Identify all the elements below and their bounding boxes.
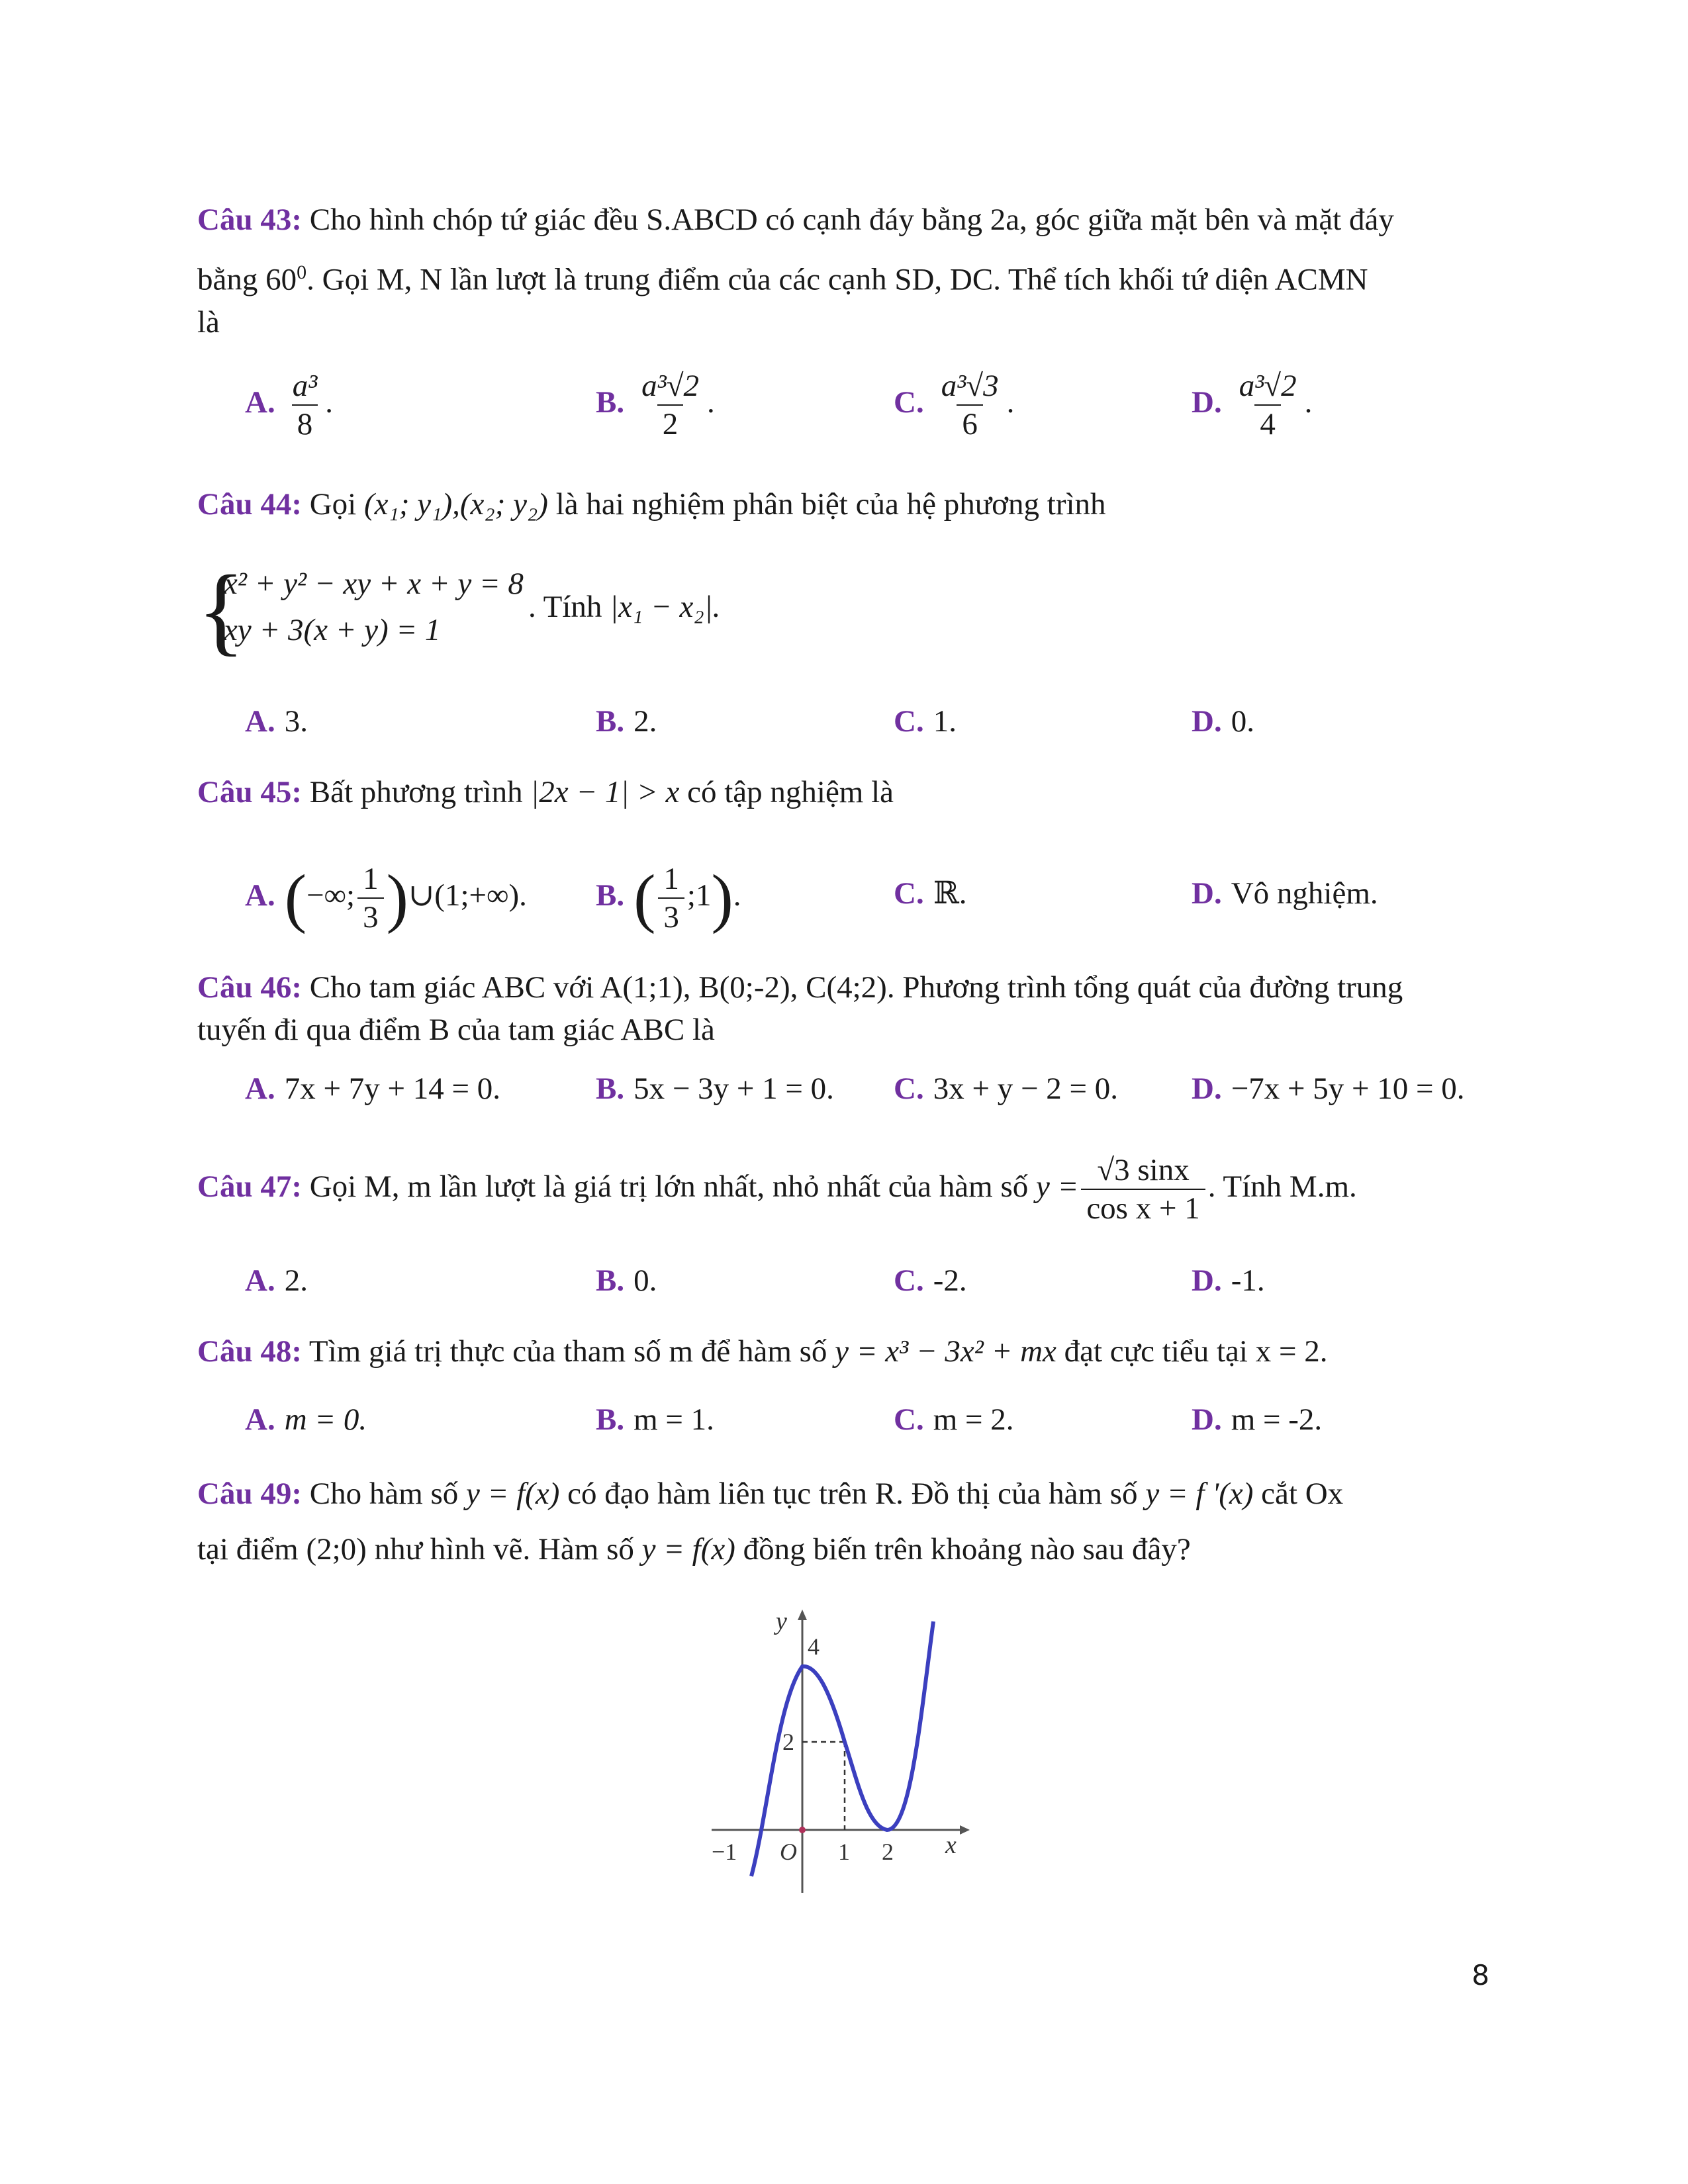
- q46-option-d[interactable]: [1192, 1069, 1464, 1109]
- option-letter: D.: [1192, 385, 1222, 420]
- tick-label-1: 1: [838, 1839, 850, 1865]
- option-letter: C.: [894, 1263, 924, 1298]
- x-axis-label: x: [945, 1831, 957, 1859]
- q48-func: y = x³ − 3x² + mx: [835, 1334, 1056, 1369]
- option-text: −7x + 5y + 10 = 0.: [1231, 1071, 1465, 1106]
- q46-text: Cho tam giác ABC với A(1;1), B(0;-2), C(4;2). Phương trình tổng quát của đường trung: [309, 970, 1403, 1005]
- frac-num: √3 sinx: [1097, 1153, 1190, 1187]
- q49-text-d: tại điểm (2;0) như hình vẽ. Hàm số: [197, 1532, 634, 1567]
- q43-option-b[interactable]: B. $\frac{\text{a³√2}}{2}$ .: [596, 369, 715, 441]
- q45-text-b: có tập nghiệm là: [687, 775, 894, 809]
- q48-text-b: đạt cực tiểu tại x = 2.: [1064, 1334, 1328, 1369]
- frac-den: 2: [657, 404, 684, 443]
- q43-text2b: . Gọi M, N lần lượt là trung điểm của các cạnh SD, DC. Thể tích khối tứ diện ACMN: [306, 262, 1368, 297]
- q49-f3: y = f(x): [641, 1532, 735, 1567]
- q44-tinh-text: . Tính: [528, 590, 602, 624]
- option-text: -2.: [933, 1263, 967, 1298]
- option-text: 0.: [1231, 704, 1254, 739]
- q49-text-c: cắt Ox: [1261, 1477, 1344, 1511]
- fraction: [357, 860, 384, 936]
- frac-num: a³: [292, 369, 318, 403]
- y-axis-arrow: [798, 1610, 807, 1620]
- q46-option-c[interactable]: [894, 1069, 1118, 1109]
- option-letter: C.: [894, 876, 924, 911]
- frac-num: a³√3: [941, 369, 999, 403]
- fraction: [636, 367, 704, 443]
- question-49: [197, 1466, 1491, 1577]
- option-letter: B.: [596, 1071, 625, 1106]
- q48-label: Câu 48:: [197, 1334, 302, 1369]
- q44-text-b: là hai nghiệm phân biệt của hệ phương trình: [555, 487, 1106, 522]
- option-text: 3x + y − 2 = 0.: [933, 1071, 1118, 1106]
- q43-line2: [197, 251, 1491, 301]
- derivative-graph: [708, 1602, 980, 1899]
- option-letter: A.: [245, 1402, 275, 1437]
- question-45: [197, 771, 1491, 813]
- q47-text-b: . Tính M.m.: [1207, 1169, 1357, 1204]
- question-46: [197, 966, 1491, 1051]
- tick-label-x2: 2: [882, 1839, 894, 1865]
- option-text: m = 0.: [284, 1402, 367, 1437]
- frac-num: a³√2: [1239, 369, 1297, 403]
- q48-option-a[interactable]: [245, 1400, 367, 1439]
- y-axis-label: y: [776, 1608, 787, 1635]
- q48-option-d[interactable]: [1192, 1400, 1322, 1439]
- q49-line2: [197, 1522, 1491, 1577]
- paren-left: (: [284, 861, 307, 934]
- q49-line1: [197, 1466, 1491, 1522]
- q46-option-b[interactable]: [596, 1069, 834, 1109]
- option-letter: A.: [245, 704, 275, 739]
- q47-y-eq: y =: [1035, 1169, 1079, 1204]
- option-letter: C.: [894, 1402, 924, 1437]
- q43-sup: 0: [297, 261, 307, 283]
- option-text: -1.: [1231, 1263, 1265, 1298]
- q43-label: Câu 43:: [197, 203, 302, 237]
- option-letter: C.: [894, 385, 924, 420]
- option-text: 5x − 3y + 1 = 0.: [633, 1071, 834, 1106]
- frac-den: 4: [1254, 404, 1281, 443]
- option-letter: C.: [894, 704, 924, 739]
- q45-option-c[interactable]: [894, 874, 967, 913]
- question-44: [197, 483, 1491, 525]
- option-letter: A.: [245, 385, 275, 420]
- q47-option-b[interactable]: [596, 1261, 657, 1300]
- option-letter: B.: [596, 1263, 625, 1298]
- option-letter: D.: [1192, 1402, 1222, 1437]
- q44-label: Câu 44:: [197, 487, 302, 522]
- paren-right: ): [711, 861, 733, 934]
- q47-label: Câu 47:: [197, 1169, 302, 1204]
- question-43: [197, 199, 1491, 343]
- option-letter: B.: [596, 704, 625, 739]
- option-letter: A.: [245, 1071, 275, 1106]
- option-text: ℝ.: [933, 876, 967, 911]
- origin-label: O: [780, 1839, 797, 1865]
- q44-option-c[interactable]: [894, 702, 957, 741]
- q45-option-d[interactable]: [1192, 874, 1378, 913]
- q43-text2a: bằng 60: [197, 262, 297, 297]
- q43-option-c[interactable]: C. $\frac{\text{a³√3}}{6}$ .: [894, 369, 1015, 441]
- q47-fraction: [1081, 1152, 1205, 1227]
- option-letter: C.: [894, 1071, 924, 1106]
- q45-ineq: |2x − 1| > x: [530, 775, 680, 809]
- option-letter: D.: [1192, 704, 1222, 739]
- option-text: m = 2.: [933, 1402, 1014, 1437]
- x-axis-arrow: [960, 1825, 970, 1835]
- option-letter: D.: [1192, 1071, 1222, 1106]
- page-number: 8: [1472, 1959, 1489, 1991]
- q43-line3: là: [197, 304, 220, 340]
- question-47: [197, 1152, 1491, 1227]
- tick-label-4: 4: [808, 1633, 820, 1660]
- option-text: Vô nghiệm.: [1231, 876, 1378, 911]
- frac-num: a³√2: [641, 369, 699, 403]
- q49-f2: y = f '(x): [1145, 1477, 1254, 1511]
- q44-option-d[interactable]: [1192, 702, 1254, 741]
- q45-label: Câu 45:: [197, 775, 302, 809]
- q46-label: Câu 46:: [197, 970, 302, 1005]
- system-brace: {: [197, 555, 245, 665]
- q44-text-a: Gọi: [309, 487, 357, 522]
- frac-den: 6: [957, 404, 983, 443]
- question-48: [197, 1330, 1491, 1373]
- q48-text-a: Tìm giá trị thực của tham số m để hàm số: [308, 1334, 827, 1369]
- q49-label: Câu 49:: [197, 1477, 302, 1511]
- paren-left: (: [633, 861, 656, 934]
- option-letter: D.: [1192, 876, 1222, 911]
- option-post: ∪(1;+∞).: [408, 878, 527, 913]
- q43-line1: [197, 199, 1491, 241]
- paren-right: ): [386, 861, 408, 934]
- q45-option-a[interactable]: [245, 860, 527, 936]
- option-text: 2.: [284, 1263, 308, 1298]
- option-text: 3.: [284, 704, 308, 739]
- q47-text-a: Gọi M, m lần lượt là giá trị lớn nhất, nhỏ nhất của hàm số: [309, 1169, 1029, 1204]
- option-letter: A.: [245, 1263, 275, 1298]
- tick-label-2: 2: [782, 1729, 794, 1755]
- q44-option-b[interactable]: [596, 702, 657, 741]
- q49-text-a: Cho hàm số: [309, 1477, 459, 1511]
- option-text: 0.: [633, 1263, 657, 1298]
- q45-text-a: Bất phương trình: [309, 775, 523, 809]
- origin-dot: [799, 1827, 806, 1833]
- frac-num: 1: [663, 862, 679, 896]
- q47-option-a[interactable]: [245, 1261, 308, 1300]
- option-pre: −∞;: [306, 878, 355, 913]
- q49-text-b: có đạo hàm liên tục trên R. Đồ thị của hàm số: [567, 1477, 1138, 1511]
- option-text: 1.: [933, 704, 957, 739]
- q44-tinh: [528, 589, 720, 625]
- frac-den: 3: [658, 897, 684, 936]
- q44-pairs: (x₁; y₁),(x₂; y₂): [363, 487, 548, 522]
- option-post: ;1: [686, 878, 712, 913]
- q46-option-a[interactable]: [245, 1069, 500, 1109]
- fraction: [287, 367, 323, 443]
- q44-expr: |x₁ − x₂|.: [610, 590, 721, 624]
- option-letter: B.: [596, 385, 625, 420]
- fraction: [1234, 367, 1302, 443]
- option-letter: B.: [596, 878, 625, 913]
- tick-label-minus-1: −1: [712, 1839, 737, 1865]
- option-letter: A.: [245, 878, 275, 913]
- option-text: m = -2.: [1231, 1402, 1323, 1437]
- frac-den: cos x + 1: [1081, 1189, 1205, 1227]
- frac-den: 8: [292, 404, 318, 443]
- system-eq2: xy + 3(x + y) = 1: [224, 613, 441, 647]
- option-text: 2.: [633, 704, 657, 739]
- q46-line1: [197, 966, 1491, 1009]
- q44-option-a[interactable]: [245, 702, 308, 741]
- system-eq1: x² + y² − xy + x + y = 8: [224, 567, 524, 601]
- q48-option-c[interactable]: [894, 1400, 1014, 1439]
- option-letter: D.: [1192, 1263, 1222, 1298]
- frac-num: 1: [363, 862, 379, 896]
- option-text: m = 1.: [633, 1402, 714, 1437]
- q45-option-b[interactable]: B. ( $\frac{1}{3}$ ;1).: [596, 861, 741, 934]
- q43-option-a[interactable]: A. $\frac{\text{a³}}{8}$ .: [245, 369, 334, 441]
- q49-f1: y = f(x): [466, 1477, 560, 1511]
- fraction: [936, 367, 1004, 443]
- q47-option-d[interactable]: [1192, 1261, 1265, 1300]
- q49-text-e: đồng biến trên khoảng nào sau đây?: [743, 1532, 1191, 1567]
- q43-option-d[interactable]: D. $\frac{\text{a³√2}}{4}$ .: [1192, 369, 1313, 441]
- q47-option-c[interactable]: [894, 1261, 967, 1300]
- option-letter: B.: [596, 1402, 625, 1437]
- fraction: [658, 860, 684, 936]
- frac-den: 3: [357, 897, 384, 936]
- option-text: 7x + 7y + 14 = 0.: [284, 1071, 500, 1106]
- q43-text: Cho hình chóp tứ giác đều S.ABCD có cạnh đáy bằng 2a, góc giữa mặt bên và mặt đáy: [309, 203, 1394, 237]
- q46-line2: tuyến đi qua điểm B của tam giác ABC là: [197, 1013, 715, 1047]
- q48-option-b[interactable]: [596, 1400, 714, 1439]
